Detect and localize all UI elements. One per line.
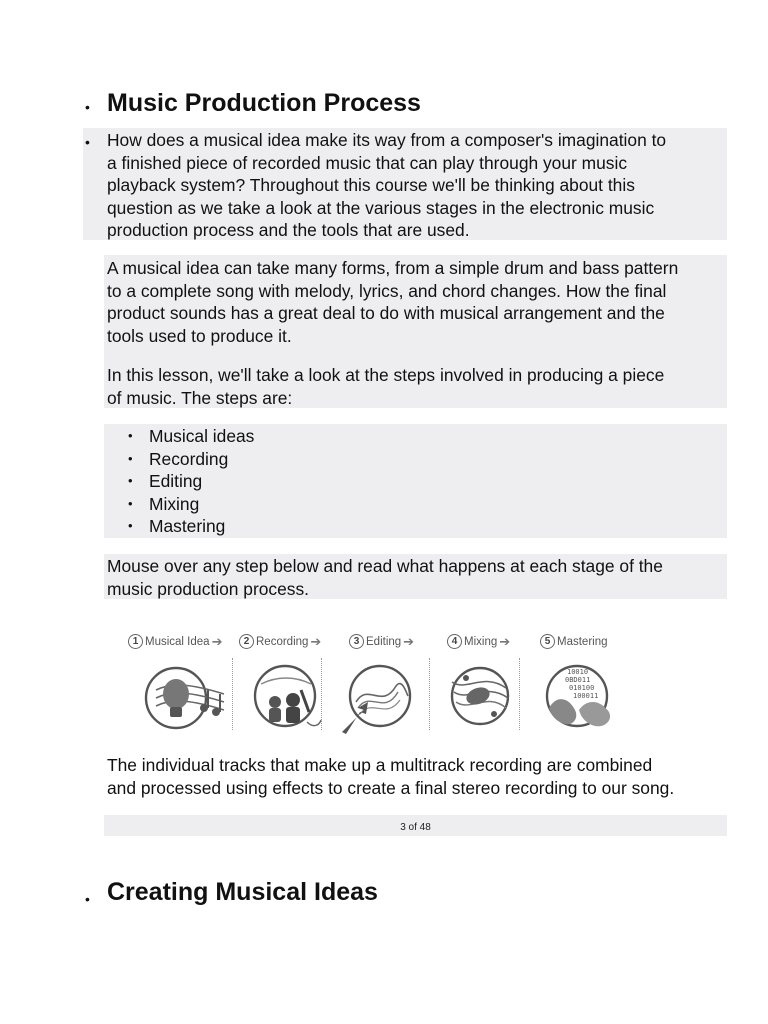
stage-label: Mixing <box>464 635 498 648</box>
list-bullet: • <box>128 428 133 443</box>
text-line: How does a musical idea make its way from a composer's imagination to <box>107 130 667 150</box>
arrow-right-icon: ➔ <box>211 633 223 649</box>
ideas-paragraph <box>107 257 678 347</box>
mouse-over-paragraph <box>107 555 663 600</box>
text-line: The individual tracks that make up a multitrack recording are combined <box>107 755 653 775</box>
lightbulb-music-icon <box>142 662 228 734</box>
text-line: A musical idea can take many forms, from a simple drum and bass pattern <box>107 258 679 278</box>
arrow-right-icon: ➔ <box>499 633 511 649</box>
step-label: Musical ideas <box>149 426 255 446</box>
step-label: Editing <box>149 471 203 491</box>
svg-text:0BD011: 0BD011 <box>565 676 591 684</box>
mixing-description <box>107 754 674 799</box>
text-line: question as we take a look at the various stages in the electronic music <box>107 197 655 218</box>
section-bullet: • <box>85 99 90 115</box>
stage-divider <box>519 658 520 730</box>
step-label: Mastering <box>149 516 226 536</box>
section-title-music-production: Music Production Process <box>107 89 421 117</box>
stage-divider <box>232 658 233 730</box>
production-stages-graphic <box>124 628 624 738</box>
text-line: In this lesson, we'll take a look at the steps involved in producing a piece <box>107 365 665 385</box>
stage-musical-idea[interactable] <box>128 634 222 649</box>
list-item <box>107 425 254 448</box>
steps-list <box>107 425 254 538</box>
list-bullet: • <box>128 450 133 466</box>
list-item <box>107 448 254 471</box>
stage-label: Editing <box>366 635 402 648</box>
text-line: a finished piece of recorded music that can play through your music <box>107 152 628 173</box>
stage-label: Musical Idea <box>145 635 210 648</box>
stage-number: 2 <box>239 634 254 649</box>
list-bullet: • <box>128 473 133 488</box>
stage-mastering[interactable] <box>540 634 608 649</box>
text-line: tools used to produce it. <box>107 325 292 346</box>
text-line: to a complete song with melody, lyrics, and chord changes. How the final <box>107 280 667 301</box>
list-item <box>107 515 254 538</box>
stage-divider <box>429 658 430 730</box>
steps-intro-paragraph <box>107 364 664 409</box>
text-line: Mouse over any step below and read what happens at each stage of the <box>107 556 663 576</box>
binary-hands-icon <box>539 658 619 734</box>
stage-number: 5 <box>540 634 555 649</box>
waveform-cursor-icon <box>338 662 418 734</box>
stage-label: Mastering <box>557 635 608 648</box>
text-line: and processed using effects to create a final stereo recording to our song. <box>107 777 675 798</box>
arrow-right-icon: ➔ <box>403 633 415 649</box>
page-counter: 3 of 48 <box>400 822 431 833</box>
step-label: Recording <box>149 448 229 469</box>
stage-editing[interactable] <box>349 634 414 649</box>
stage-number: 3 <box>349 634 364 649</box>
list-item <box>107 470 254 493</box>
list-item <box>107 493 254 516</box>
svg-text:100011: 100011 <box>573 692 599 700</box>
step-label: Mixing <box>149 493 200 514</box>
text-line: production process and the tools that are used. <box>107 220 470 240</box>
list-bullet: • <box>128 495 133 511</box>
section-bullet: • <box>85 891 90 907</box>
stage-number: 1 <box>128 634 143 649</box>
svg-text:010100: 010100 <box>569 684 595 692</box>
arrow-right-icon: ➔ <box>310 633 322 649</box>
intro-bullet: • <box>85 134 90 150</box>
section-title-creating-musical-ideas: Creating Musical Ideas <box>107 878 378 906</box>
text-line: music production process. <box>107 578 310 599</box>
microphone-icon <box>249 662 329 734</box>
list-bullet: • <box>128 518 133 533</box>
text-line: of music. The steps are: <box>107 387 293 408</box>
text-line: playback system? Throughout this course we'll be thinking about this <box>107 175 635 195</box>
svg-text:10010: 10010 <box>567 668 589 676</box>
stage-number: 4 <box>447 634 462 649</box>
text-line: product sounds has a great deal to do with musical arrangement and the <box>107 303 665 323</box>
stage-mixing[interactable] <box>447 634 510 649</box>
mixing-waves-icon <box>444 662 516 734</box>
intro-paragraph <box>107 129 666 242</box>
stage-label: Recording <box>256 635 309 648</box>
stage-recording[interactable] <box>239 634 321 649</box>
